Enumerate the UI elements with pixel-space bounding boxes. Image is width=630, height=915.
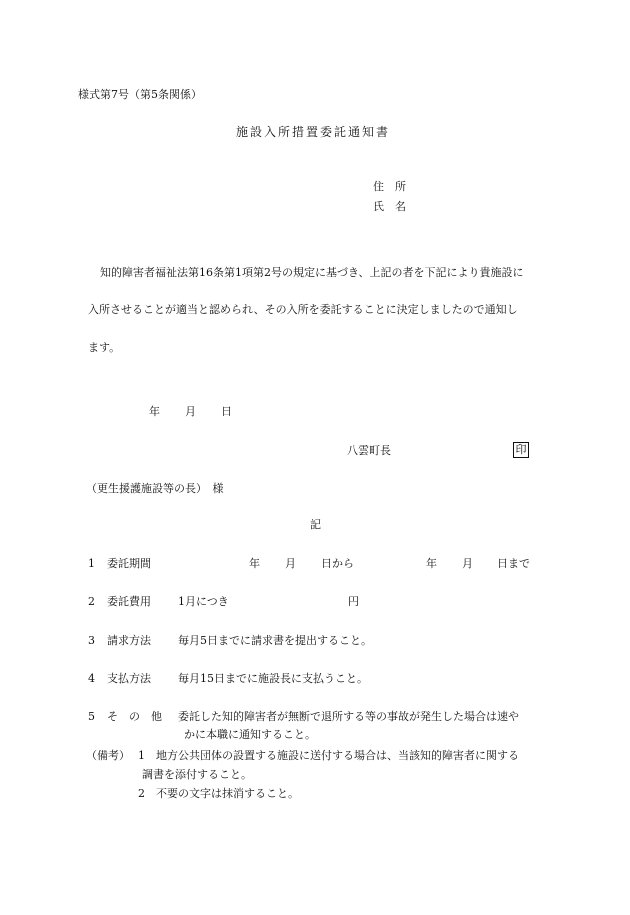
item-1-month-to: 月 <box>462 557 473 570</box>
item-2-number: 2 <box>88 595 95 608</box>
item-2-yen: 円 <box>348 595 359 608</box>
item-1-label: 委託期間 <box>107 557 151 570</box>
item-5-text-2: かに本職に通知すること。 <box>184 728 316 741</box>
item-1-year-to: 年 <box>426 557 437 570</box>
item-3-label: 請求方法 <box>107 634 151 647</box>
item-4-text: 毎月15日までに施設長に支払うこと。 <box>178 672 368 685</box>
item-1-day-to: 日まで <box>497 557 530 570</box>
date-day: 日 <box>221 405 232 418</box>
body-line-2: 入所させることが適当と認められ、その入所を委託することに決定しましたので通知し <box>88 303 518 316</box>
note-1-text-2: 調書を添付すること。 <box>142 768 252 781</box>
item-1-month-from: 月 <box>285 557 296 570</box>
date-year: 年 <box>149 405 160 418</box>
item-5-text-1: 委託した知的障害者が無断で退所する等の事故が発生した場合は速や <box>178 710 519 723</box>
item-4-label: 支払方法 <box>107 672 151 685</box>
item-5-number: 5 <box>88 710 95 723</box>
item-3-number: 3 <box>88 634 95 647</box>
note-2-text: 不要の文字は抹消すること。 <box>156 787 299 800</box>
item-5-label: そ の 他 <box>107 710 162 723</box>
address-label: 住 所 <box>373 180 406 193</box>
note-1-number: 1 <box>138 749 145 762</box>
seal-mark <box>513 442 529 458</box>
item-4-number: 4 <box>88 672 95 685</box>
item-1-day-from: 日から <box>321 557 354 570</box>
item-2-per: 1月につき <box>178 595 229 608</box>
seal-text: 印 <box>513 442 529 458</box>
item-2-label: 委託費用 <box>107 595 151 608</box>
note-2-number: 2 <box>138 787 145 800</box>
note-1-text-1: 地方公共団体の設置する施設に送付する場合は、当該知的障害者に関する <box>156 749 519 762</box>
date-month: 月 <box>185 405 196 418</box>
item-1-year-from: 年 <box>249 557 260 570</box>
recipient: （更生援護施設等の長） 様 <box>86 482 224 495</box>
sender-title: 八雲町長 <box>347 444 391 457</box>
notes-label: （備考） <box>86 749 130 762</box>
document-title: 施設入所措置委託通知書 <box>236 125 391 139</box>
name-label: 氏 名 <box>373 200 406 213</box>
form-number: 様式第7号（第5条関係） <box>78 88 202 101</box>
body-line-3: ます。 <box>88 341 121 354</box>
ki-marker: 記 <box>310 518 321 531</box>
item-1-number: 1 <box>88 557 95 570</box>
item-3-text: 毎月5日までに請求書を提出すること。 <box>178 634 372 647</box>
body-line-1: 知的障害者福祉法第16条第1項第2号の規定に基づき、上記の者を下記により貴施設に <box>100 266 524 279</box>
